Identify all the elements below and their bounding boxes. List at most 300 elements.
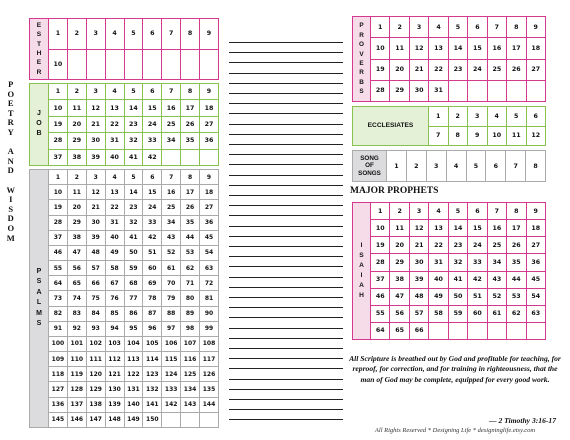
isaiah-chapter-cell[interactable]: 65 [390, 322, 409, 339]
job-chapter-cell[interactable]: 23 [124, 116, 143, 132]
psalms-chapter-cell[interactable]: 75 [86, 291, 105, 306]
psalms-chapter-cell[interactable]: 92 [67, 321, 86, 336]
esther-chapter-cell[interactable]: 9 [200, 19, 219, 50]
proverbs-chapter-cell[interactable]: 21 [409, 59, 428, 80]
psalms-chapter-cell[interactable]: 80 [181, 291, 200, 306]
psalms-chapter-cell[interactable]: 44 [181, 230, 200, 245]
psalms-chapter-cell[interactable]: 143 [181, 397, 200, 412]
psalms-chapter-cell[interactable]: 71 [181, 276, 200, 291]
job-chapter-cell[interactable]: 17 [181, 100, 200, 116]
isaiah-chapter-cell[interactable]: 5 [448, 203, 467, 220]
ecclesiastes-chapter-cell[interactable]: 5 [507, 107, 527, 127]
isaiah-chapter-cell[interactable]: 13 [429, 220, 448, 237]
psalms-chapter-cell[interactable]: 112 [105, 352, 124, 367]
proverbs-chapter-cell[interactable]: 25 [487, 59, 506, 80]
isaiah-chapter-cell[interactable]: 10 [371, 220, 390, 237]
ecclesiastes-chapter-cell[interactable]: 8 [448, 126, 468, 146]
psalms-chapter-cell[interactable]: 55 [49, 261, 68, 276]
esther-chapter-cell[interactable]: 8 [181, 19, 200, 50]
psalms-chapter-cell[interactable]: 23 [124, 200, 143, 215]
psalms-chapter-cell[interactable]: 52 [162, 245, 181, 260]
proverbs-chapter-cell[interactable]: 16 [487, 38, 506, 59]
psalms-chapter-cell[interactable]: 39 [86, 230, 105, 245]
job-chapter-cell[interactable]: 36 [200, 133, 219, 149]
psalms-chapter-cell[interactable]: 32 [124, 215, 143, 230]
isaiah-chapter-cell[interactable]: 40 [429, 271, 448, 288]
psalms-chapter-cell[interactable]: 127 [49, 382, 68, 397]
proverbs-chapter-cell[interactable]: 27 [526, 59, 546, 80]
isaiah-chapter-cell[interactable]: 45 [526, 271, 546, 288]
psalms-chapter-cell[interactable]: 111 [86, 352, 105, 367]
isaiah-chapter-cell[interactable]: 14 [448, 220, 467, 237]
job-chapter-cell[interactable]: 6 [143, 84, 162, 100]
isaiah-chapter-cell[interactable]: 11 [390, 220, 409, 237]
song-of-songs-chapter-cell[interactable]: 3 [426, 151, 446, 182]
isaiah-chapter-cell[interactable]: 16 [487, 220, 506, 237]
psalms-chapter-cell[interactable]: 7 [162, 170, 181, 185]
job-chapter-cell[interactable]: 22 [105, 116, 124, 132]
psalms-chapter-cell[interactable]: 72 [200, 276, 219, 291]
psalms-chapter-cell[interactable]: 40 [105, 230, 124, 245]
isaiah-chapter-cell[interactable]: 46 [371, 288, 390, 305]
psalms-chapter-cell[interactable]: 21 [86, 200, 105, 215]
psalms-chapter-cell[interactable]: 149 [124, 412, 143, 427]
psalms-chapter-cell[interactable]: 126 [200, 367, 219, 382]
isaiah-chapter-cell[interactable]: 61 [487, 305, 506, 322]
psalms-chapter-cell[interactable]: 131 [124, 382, 143, 397]
proverbs-chapter-cell[interactable]: 12 [409, 38, 428, 59]
psalms-chapter-cell[interactable]: 100 [49, 336, 68, 351]
psalms-chapter-cell[interactable]: 101 [67, 336, 86, 351]
psalms-chapter-cell[interactable]: 104 [124, 336, 143, 351]
psalms-chapter-cell[interactable]: 12 [86, 185, 105, 200]
psalms-chapter-cell[interactable]: 107 [181, 336, 200, 351]
isaiah-chapter-cell[interactable]: 19 [371, 237, 390, 254]
isaiah-chapter-cell[interactable]: 54 [526, 288, 546, 305]
psalms-chapter-cell[interactable]: 16 [162, 185, 181, 200]
isaiah-chapter-cell[interactable]: 59 [448, 305, 467, 322]
psalms-chapter-cell[interactable]: 146 [67, 412, 86, 427]
proverbs-chapter-cell[interactable]: 30 [409, 80, 428, 101]
proverbs-chapter-cell[interactable]: 8 [507, 17, 526, 38]
ecclesiastes-chapter-cell[interactable]: 9 [468, 126, 488, 146]
psalms-chapter-cell[interactable]: 98 [181, 321, 200, 336]
job-chapter-cell[interactable]: 10 [49, 100, 68, 116]
psalms-chapter-cell[interactable]: 13 [105, 185, 124, 200]
isaiah-chapter-cell[interactable]: 48 [409, 288, 428, 305]
esther-chapter-cell[interactable]: 2 [67, 19, 86, 50]
job-chapter-cell[interactable]: 31 [105, 133, 124, 149]
psalms-chapter-cell[interactable]: 84 [86, 306, 105, 321]
psalms-chapter-cell[interactable]: 144 [200, 397, 219, 412]
proverbs-chapter-cell[interactable]: 28 [371, 80, 390, 101]
psalms-chapter-cell[interactable]: 135 [200, 382, 219, 397]
psalms-chapter-cell[interactable]: 2 [67, 170, 86, 185]
proverbs-chapter-cell[interactable]: 22 [429, 59, 448, 80]
isaiah-chapter-cell[interactable]: 31 [429, 254, 448, 271]
psalms-chapter-cell[interactable]: 69 [143, 276, 162, 291]
isaiah-chapter-cell[interactable]: 30 [409, 254, 428, 271]
isaiah-chapter-cell[interactable]: 66 [409, 322, 428, 339]
ecclesiastes-chapter-cell[interactable]: 2 [448, 107, 468, 127]
psalms-chapter-cell[interactable]: 133 [162, 382, 181, 397]
psalms-chapter-cell[interactable]: 58 [105, 261, 124, 276]
isaiah-chapter-cell[interactable]: 64 [371, 322, 390, 339]
psalms-chapter-cell[interactable]: 116 [181, 352, 200, 367]
psalms-chapter-cell[interactable]: 87 [143, 306, 162, 321]
esther-chapter-cell[interactable]: 5 [124, 19, 143, 50]
job-chapter-cell[interactable]: 19 [49, 116, 68, 132]
psalms-chapter-cell[interactable]: 136 [49, 397, 68, 412]
isaiah-chapter-cell[interactable]: 37 [371, 271, 390, 288]
psalms-chapter-cell[interactable]: 99 [200, 321, 219, 336]
psalms-chapter-cell[interactable]: 96 [143, 321, 162, 336]
isaiah-chapter-cell[interactable]: 25 [487, 237, 506, 254]
job-chapter-cell[interactable]: 40 [105, 149, 124, 165]
psalms-chapter-cell[interactable]: 119 [67, 367, 86, 382]
ecclesiastes-chapter-cell[interactable]: 12 [526, 126, 546, 146]
job-chapter-cell[interactable]: 24 [143, 116, 162, 132]
job-chapter-cell[interactable]: 5 [124, 84, 143, 100]
isaiah-chapter-cell[interactable]: 41 [448, 271, 467, 288]
psalms-chapter-cell[interactable]: 63 [200, 261, 219, 276]
proverbs-chapter-cell[interactable]: 14 [448, 38, 467, 59]
proverbs-chapter-cell[interactable]: 10 [371, 38, 390, 59]
psalms-chapter-cell[interactable]: 83 [67, 306, 86, 321]
psalms-chapter-cell[interactable]: 64 [49, 276, 68, 291]
esther-chapter-cell[interactable]: 7 [162, 19, 181, 50]
job-chapter-cell[interactable]: 25 [162, 116, 181, 132]
job-chapter-cell[interactable]: 38 [67, 149, 86, 165]
proverbs-chapter-cell[interactable]: 13 [429, 38, 448, 59]
psalms-chapter-cell[interactable]: 137 [67, 397, 86, 412]
psalms-chapter-cell[interactable]: 1 [49, 170, 68, 185]
isaiah-chapter-cell[interactable]: 60 [468, 305, 487, 322]
psalms-chapter-cell[interactable]: 78 [143, 291, 162, 306]
psalms-chapter-cell[interactable]: 6 [143, 170, 162, 185]
psalms-chapter-cell[interactable]: 150 [143, 412, 162, 427]
psalms-chapter-cell[interactable]: 25 [162, 200, 181, 215]
psalms-chapter-cell[interactable]: 18 [200, 185, 219, 200]
proverbs-chapter-cell[interactable]: 11 [390, 38, 409, 59]
psalms-chapter-cell[interactable]: 93 [86, 321, 105, 336]
isaiah-chapter-cell[interactable]: 53 [507, 288, 526, 305]
isaiah-chapter-cell[interactable]: 7 [487, 203, 506, 220]
psalms-chapter-cell[interactable]: 123 [143, 367, 162, 382]
psalms-chapter-cell[interactable]: 79 [162, 291, 181, 306]
psalms-chapter-cell[interactable]: 120 [86, 367, 105, 382]
isaiah-chapter-cell[interactable]: 9 [526, 203, 546, 220]
song-of-songs-chapter-cell[interactable]: 5 [466, 151, 486, 182]
isaiah-chapter-cell[interactable]: 1 [371, 203, 390, 220]
psalms-chapter-cell[interactable]: 47 [67, 245, 86, 260]
proverbs-chapter-cell[interactable]: 23 [448, 59, 467, 80]
job-chapter-cell[interactable]: 33 [143, 133, 162, 149]
job-chapter-cell[interactable]: 29 [67, 133, 86, 149]
psalms-chapter-cell[interactable]: 121 [105, 367, 124, 382]
psalms-chapter-cell[interactable]: 115 [162, 352, 181, 367]
psalms-chapter-cell[interactable]: 138 [86, 397, 105, 412]
psalms-chapter-cell[interactable]: 49 [105, 245, 124, 260]
psalms-chapter-cell[interactable]: 50 [124, 245, 143, 260]
job-chapter-cell[interactable]: 2 [67, 84, 86, 100]
psalms-chapter-cell[interactable]: 14 [124, 185, 143, 200]
esther-chapter-cell[interactable]: 3 [86, 19, 105, 50]
psalms-chapter-cell[interactable]: 139 [105, 397, 124, 412]
proverbs-chapter-cell[interactable]: 1 [371, 17, 390, 38]
isaiah-chapter-cell[interactable]: 29 [390, 254, 409, 271]
psalms-chapter-cell[interactable]: 110 [67, 352, 86, 367]
ecclesiastes-chapter-cell[interactable]: 6 [526, 107, 546, 127]
psalms-chapter-cell[interactable]: 90 [200, 306, 219, 321]
isaiah-chapter-cell[interactable]: 33 [468, 254, 487, 271]
isaiah-chapter-cell[interactable]: 50 [448, 288, 467, 305]
job-chapter-cell[interactable]: 34 [162, 133, 181, 149]
psalms-chapter-cell[interactable]: 3 [86, 170, 105, 185]
psalms-chapter-cell[interactable]: 43 [162, 230, 181, 245]
job-chapter-cell[interactable]: 21 [86, 116, 105, 132]
ecclesiastes-chapter-cell[interactable]: 7 [429, 126, 449, 146]
psalms-chapter-cell[interactable]: 4 [105, 170, 124, 185]
psalms-chapter-cell[interactable]: 56 [67, 261, 86, 276]
psalms-chapter-cell[interactable]: 73 [49, 291, 68, 306]
psalms-chapter-cell[interactable]: 37 [49, 230, 68, 245]
psalms-chapter-cell[interactable]: 34 [162, 215, 181, 230]
song-of-songs-chapter-cell[interactable]: 4 [446, 151, 466, 182]
isaiah-chapter-cell[interactable]: 32 [448, 254, 467, 271]
psalms-chapter-cell[interactable]: 145 [49, 412, 68, 427]
psalms-chapter-cell[interactable]: 132 [143, 382, 162, 397]
psalms-chapter-cell[interactable]: 91 [49, 321, 68, 336]
psalms-chapter-cell[interactable]: 41 [124, 230, 143, 245]
ecclesiastes-chapter-cell[interactable]: 11 [507, 126, 527, 146]
proverbs-chapter-cell[interactable]: 19 [371, 59, 390, 80]
isaiah-chapter-cell[interactable]: 3 [409, 203, 428, 220]
isaiah-chapter-cell[interactable]: 56 [390, 305, 409, 322]
psalms-chapter-cell[interactable]: 82 [49, 306, 68, 321]
psalms-chapter-cell[interactable]: 147 [86, 412, 105, 427]
proverbs-chapter-cell[interactable]: 15 [468, 38, 487, 59]
psalms-chapter-cell[interactable]: 148 [105, 412, 124, 427]
proverbs-chapter-cell[interactable]: 9 [526, 17, 546, 38]
psalms-chapter-cell[interactable]: 57 [86, 261, 105, 276]
psalms-chapter-cell[interactable]: 70 [162, 276, 181, 291]
psalms-chapter-cell[interactable]: 60 [143, 261, 162, 276]
psalms-chapter-cell[interactable]: 10 [49, 185, 68, 200]
esther-chapter-cell[interactable]: 6 [143, 19, 162, 50]
job-chapter-cell[interactable]: 14 [124, 100, 143, 116]
job-chapter-cell[interactable]: 28 [49, 133, 68, 149]
psalms-chapter-cell[interactable]: 74 [67, 291, 86, 306]
job-chapter-cell[interactable]: 3 [86, 84, 105, 100]
proverbs-chapter-cell[interactable]: 18 [526, 38, 546, 59]
isaiah-chapter-cell[interactable]: 26 [507, 237, 526, 254]
isaiah-chapter-cell[interactable]: 51 [468, 288, 487, 305]
psalms-chapter-cell[interactable]: 29 [67, 215, 86, 230]
isaiah-chapter-cell[interactable]: 21 [409, 237, 428, 254]
isaiah-chapter-cell[interactable]: 20 [390, 237, 409, 254]
psalms-chapter-cell[interactable]: 26 [181, 200, 200, 215]
psalms-chapter-cell[interactable]: 24 [143, 200, 162, 215]
psalms-chapter-cell[interactable]: 45 [200, 230, 219, 245]
proverbs-chapter-cell[interactable]: 2 [390, 17, 409, 38]
job-chapter-cell[interactable]: 16 [162, 100, 181, 116]
isaiah-chapter-cell[interactable]: 28 [371, 254, 390, 271]
isaiah-chapter-cell[interactable]: 38 [390, 271, 409, 288]
psalms-chapter-cell[interactable]: 51 [143, 245, 162, 260]
psalms-chapter-cell[interactable]: 35 [181, 215, 200, 230]
isaiah-chapter-cell[interactable]: 57 [409, 305, 428, 322]
isaiah-chapter-cell[interactable]: 58 [429, 305, 448, 322]
psalms-chapter-cell[interactable]: 19 [49, 200, 68, 215]
job-chapter-cell[interactable]: 41 [124, 149, 143, 165]
job-chapter-cell[interactable]: 13 [105, 100, 124, 116]
psalms-chapter-cell[interactable]: 130 [105, 382, 124, 397]
psalms-chapter-cell[interactable]: 8 [181, 170, 200, 185]
psalms-chapter-cell[interactable]: 5 [124, 170, 143, 185]
isaiah-chapter-cell[interactable]: 62 [507, 305, 526, 322]
job-chapter-cell[interactable]: 42 [143, 149, 162, 165]
isaiah-chapter-cell[interactable]: 34 [487, 254, 506, 271]
psalms-chapter-cell[interactable]: 77 [124, 291, 143, 306]
psalms-chapter-cell[interactable]: 61 [162, 261, 181, 276]
psalms-chapter-cell[interactable]: 142 [162, 397, 181, 412]
proverbs-chapter-cell[interactable]: 7 [487, 17, 506, 38]
proverbs-chapter-cell[interactable]: 5 [448, 17, 467, 38]
psalms-chapter-cell[interactable]: 103 [105, 336, 124, 351]
psalms-chapter-cell[interactable]: 95 [124, 321, 143, 336]
job-chapter-cell[interactable]: 12 [86, 100, 105, 116]
song-of-songs-chapter-cell[interactable]: 7 [506, 151, 526, 182]
isaiah-chapter-cell[interactable]: 4 [429, 203, 448, 220]
job-chapter-cell[interactable]: 4 [105, 84, 124, 100]
ecclesiastes-chapter-cell[interactable]: 4 [487, 107, 507, 127]
isaiah-chapter-cell[interactable]: 2 [390, 203, 409, 220]
proverbs-chapter-cell[interactable]: 31 [429, 80, 448, 101]
psalms-chapter-cell[interactable]: 109 [49, 352, 68, 367]
proverbs-chapter-cell[interactable]: 24 [468, 59, 487, 80]
psalms-chapter-cell[interactable]: 89 [181, 306, 200, 321]
psalms-chapter-cell[interactable]: 106 [162, 336, 181, 351]
proverbs-chapter-cell[interactable]: 26 [507, 59, 526, 80]
esther-chapter-cell[interactable]: 4 [105, 19, 124, 50]
psalms-chapter-cell[interactable]: 68 [124, 276, 143, 291]
job-chapter-cell[interactable]: 7 [162, 84, 181, 100]
song-of-songs-chapter-cell[interactable]: 2 [406, 151, 426, 182]
psalms-chapter-cell[interactable]: 128 [67, 382, 86, 397]
psalms-chapter-cell[interactable]: 65 [67, 276, 86, 291]
isaiah-chapter-cell[interactable]: 36 [526, 254, 546, 271]
psalms-chapter-cell[interactable]: 94 [105, 321, 124, 336]
psalms-chapter-cell[interactable]: 141 [143, 397, 162, 412]
psalms-chapter-cell[interactable]: 54 [200, 245, 219, 260]
isaiah-chapter-cell[interactable]: 18 [526, 220, 546, 237]
job-chapter-cell[interactable]: 32 [124, 133, 143, 149]
psalms-chapter-cell[interactable]: 66 [86, 276, 105, 291]
isaiah-chapter-cell[interactable]: 6 [468, 203, 487, 220]
job-chapter-cell[interactable]: 30 [86, 133, 105, 149]
psalms-chapter-cell[interactable]: 20 [67, 200, 86, 215]
psalms-chapter-cell[interactable]: 62 [181, 261, 200, 276]
isaiah-chapter-cell[interactable]: 8 [507, 203, 526, 220]
song-of-songs-chapter-cell[interactable]: 6 [486, 151, 506, 182]
psalms-chapter-cell[interactable]: 76 [105, 291, 124, 306]
isaiah-chapter-cell[interactable]: 47 [390, 288, 409, 305]
psalms-chapter-cell[interactable]: 113 [124, 352, 143, 367]
psalms-chapter-cell[interactable]: 105 [143, 336, 162, 351]
proverbs-chapter-cell[interactable]: 29 [390, 80, 409, 101]
psalms-chapter-cell[interactable]: 31 [105, 215, 124, 230]
psalms-chapter-cell[interactable]: 102 [86, 336, 105, 351]
psalms-chapter-cell[interactable]: 33 [143, 215, 162, 230]
isaiah-chapter-cell[interactable]: 22 [429, 237, 448, 254]
job-chapter-cell[interactable]: 27 [200, 116, 219, 132]
ecclesiastes-chapter-cell[interactable]: 3 [468, 107, 488, 127]
psalms-chapter-cell[interactable]: 17 [181, 185, 200, 200]
job-chapter-cell[interactable]: 20 [67, 116, 86, 132]
psalms-chapter-cell[interactable]: 117 [200, 352, 219, 367]
isaiah-chapter-cell[interactable]: 27 [526, 237, 546, 254]
psalms-chapter-cell[interactable]: 42 [143, 230, 162, 245]
psalms-chapter-cell[interactable]: 118 [49, 367, 68, 382]
isaiah-chapter-cell[interactable]: 52 [487, 288, 506, 305]
psalms-chapter-cell[interactable]: 22 [105, 200, 124, 215]
ecclesiastes-chapter-cell[interactable]: 10 [487, 126, 507, 146]
psalms-chapter-cell[interactable]: 46 [49, 245, 68, 260]
job-chapter-cell[interactable]: 26 [181, 116, 200, 132]
psalms-chapter-cell[interactable]: 15 [143, 185, 162, 200]
job-chapter-cell[interactable]: 9 [200, 84, 219, 100]
psalms-chapter-cell[interactable]: 81 [200, 291, 219, 306]
song-of-songs-chapter-cell[interactable]: 1 [387, 151, 407, 182]
psalms-chapter-cell[interactable]: 11 [67, 185, 86, 200]
psalms-chapter-cell[interactable]: 30 [86, 215, 105, 230]
psalms-chapter-cell[interactable]: 88 [162, 306, 181, 321]
psalms-chapter-cell[interactable]: 85 [105, 306, 124, 321]
psalms-chapter-cell[interactable]: 59 [124, 261, 143, 276]
psalms-chapter-cell[interactable]: 124 [162, 367, 181, 382]
psalms-chapter-cell[interactable]: 27 [200, 200, 219, 215]
job-chapter-cell[interactable]: 11 [67, 100, 86, 116]
isaiah-chapter-cell[interactable]: 24 [468, 237, 487, 254]
psalms-chapter-cell[interactable]: 48 [86, 245, 105, 260]
psalms-chapter-cell[interactable]: 9 [200, 170, 219, 185]
esther-chapter-cell[interactable]: 1 [49, 19, 68, 50]
esther-chapter-cell[interactable]: 10 [49, 49, 68, 80]
isaiah-chapter-cell[interactable]: 23 [448, 237, 467, 254]
proverbs-chapter-cell[interactable]: 3 [409, 17, 428, 38]
isaiah-chapter-cell[interactable]: 12 [409, 220, 428, 237]
psalms-chapter-cell[interactable]: 125 [181, 367, 200, 382]
job-chapter-cell[interactable]: 18 [200, 100, 219, 116]
psalms-chapter-cell[interactable]: 36 [200, 215, 219, 230]
job-chapter-cell[interactable]: 1 [49, 84, 68, 100]
psalms-chapter-cell[interactable]: 67 [105, 276, 124, 291]
isaiah-chapter-cell[interactable]: 43 [487, 271, 506, 288]
psalms-chapter-cell[interactable]: 108 [200, 336, 219, 351]
isaiah-chapter-cell[interactable]: 55 [371, 305, 390, 322]
psalms-chapter-cell[interactable]: 140 [124, 397, 143, 412]
job-chapter-cell[interactable]: 39 [86, 149, 105, 165]
psalms-chapter-cell[interactable]: 86 [124, 306, 143, 321]
job-chapter-cell[interactable]: 37 [49, 149, 68, 165]
psalms-chapter-cell[interactable]: 129 [86, 382, 105, 397]
job-chapter-cell[interactable]: 15 [143, 100, 162, 116]
isaiah-chapter-cell[interactable]: 17 [507, 220, 526, 237]
proverbs-chapter-cell[interactable]: 4 [429, 17, 448, 38]
psalms-chapter-cell[interactable]: 38 [67, 230, 86, 245]
proverbs-chapter-cell[interactable]: 20 [390, 59, 409, 80]
